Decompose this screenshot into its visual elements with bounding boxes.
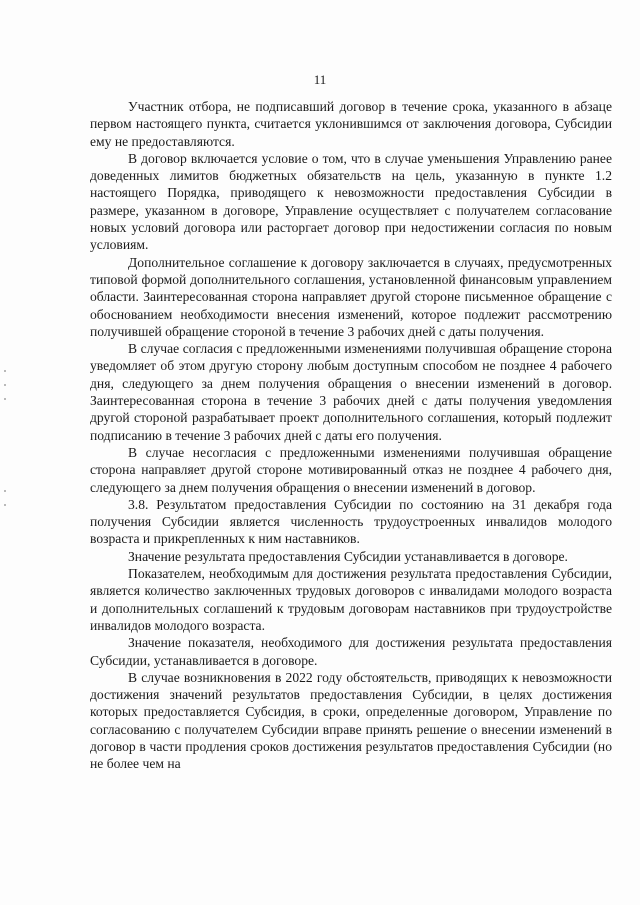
paragraph: В договор включается условие о том, что в случае уменьшения Управлению ранее доведенных лимитов бюджетных обязательств на цель, указанную в пункте 1.2 настоящего Порядка, приводящего к невозможности предоставления Субсидии в размере, указанном в договоре, Управление осуществляет с получателем согласование новых условий договора или расторгает договор при недостижении согласия по новым условиям. bbox=[90, 150, 612, 253]
paragraph: Значение результата предоставления Субсидии устанавливается в договоре. bbox=[128, 548, 568, 564]
paragraph: В случае возникновения в 2022 году обстоятельств, приводящих к невозможности достижения значений результатов предоставления Субсидии, в целях достижения которых предоставляется Субсидия, в сроки, определенные договором, Управление по согласованию с получателем Субсидии вправе принять решение о внесении изменений в договор в части продления сроков достижения результатов предоставления Субсидии (но не более чем на bbox=[90, 669, 612, 772]
page-number: 11 bbox=[313, 72, 327, 87]
scan-margin-marks bbox=[4, 370, 8, 530]
paragraph: В случае согласия с предложенными изменениями получившая обращение сторона уведомляет об этом другую сторону любым доступным способом не позднее 4 рабочего дня, следующего за днем получения обращения о внесении изменений в договор. Заинтересованная сторона в течение 3 рабочих дней с даты получения уведомления другой стороной разрабатывает проект дополнительного соглашения, который подлежит подписанию в течение 3 рабочих дней с даты его получения. bbox=[90, 341, 612, 443]
paragraph: Показателем, необходимым для достижения результата предоставления Субсидии, является количество заключенных трудовых договоров с инвалидами молодого возраста и дополнительных соглашений к трудовым договорам наставников при трудоустройстве инвалидов молодого возраста. bbox=[90, 566, 612, 633]
paragraph: В случае несогласия с предложенными изменениями получившая обращение сторона направляет другой стороне мотивированный отказ не позднее 4 рабочего дня, следующего за днем получения обращения о внесении изменений в договор. bbox=[90, 444, 612, 495]
paragraph: Дополнительное соглашение к договору заключается в случаях, предусмотренных типовой формой дополнительного соглашения, установленной финансовым управлением области. Заинтересованная сторона направляет другой стороне письменное обращение с обоснованием необходимости внесения изменений, которое подлежит рассмотрению получившей обращение стороной в течение 3 рабочих дней с даты получения. bbox=[90, 254, 612, 339]
paragraph: Участник отбора, не подписавший договор в течение срока, указанного в абзаце первом настоящего пункта, считается уклонившимся от заключения договора, Субсидии ему не предоставляются. bbox=[90, 99, 612, 149]
document-body bbox=[90, 98, 612, 773]
paragraph: Значение показателя, необходимого для достижения результата предоставления Субсидии, устанавливается в договоре. bbox=[90, 635, 612, 668]
paragraph-section-3-8: 3.8. Результатом предоставления Субсидии по состоянию на 31 декабря года получения Субсидии является численность трудоустроенных инвалидов молодого возраста и прикрепленных к ним наставников. bbox=[90, 496, 612, 547]
